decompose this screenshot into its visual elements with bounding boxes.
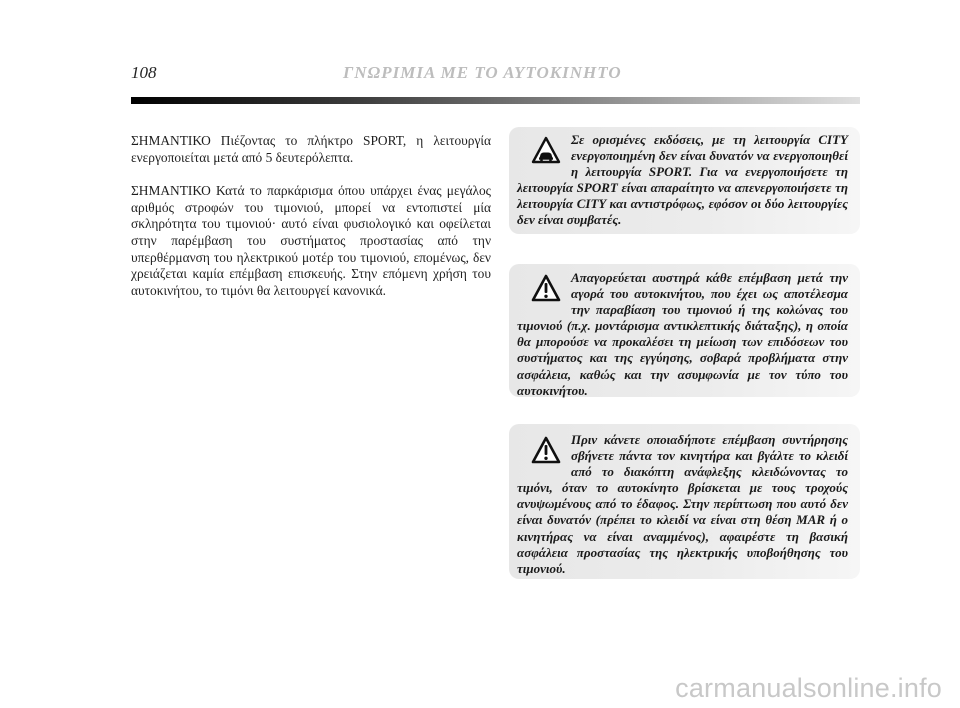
warning-text-maintenance: Πριν κάνετε οποιαδήποτε επέμβαση συντήρησης σβήνετε πάντα τον κινητήρα και βγάλτε το κλειδί από το διακόπτη ανάφλεξης κλειδώνοντας το τιμόνι, όταν το αυτοκίνητο βρίσκεται με τους τροχούς ανυψωμένους από το έδαφος. Στην περίπτωση που αυτό δεν είναι δυνατόν (πρέπει το κλειδί να είναι στη θέση MAR ή ο κινητήρας να είναι αναμμένος), αφαιρέστε τη βασική ασφάλεια προστασίας της ηλεκτρικής υποβοήθησης του τιμονιού.	[517, 432, 848, 576]
warning-triangle-icon	[531, 274, 561, 302]
page-number: 108	[131, 63, 157, 82]
important-note-parking: ΣΗΜΑΝΤΙΚΟ Κατά το παρκάρισμα όπου υπάρχει ένας μεγάλος αριθμός στροφών του τιμονιού, μπορεί να εντοπιστεί μία σκληρότητα του τιμονιού· αυτό είναι φυσιολογικό και οφείλεται στην παρέμβαση του συστήματος προστασίας από την υπερθέρμανση του ηλεκτρικού μοτέρ του τιμονιού, επομένως, δεν χρειάζεται καμία επέμβαση επισκευής. Στην επόμενη χρήση του αυτοκινήτου, το τιμόνι θα λειτουργεί κανονικά.	[131, 183, 491, 298]
note-text-city-sport: Σε ορισμένες εκδόσεις, με τη λειτουργία CITY ενεργοποιημένη δεν είναι δυνατόν να ενεργοποιηθεί η λειτουργία SPORT. Για να ενεργοποιήσετε τη λειτουργία SPORT είναι απαραίτητο να απενεργοποιήσετε τη λειτουργία CITY και αντιστρόφως, εφόσον οι δύο λειτουργίες δεν είναι συμβατές.	[517, 132, 848, 228]
watermark: carmanualsonline.info	[675, 673, 942, 703]
running-title: ΓΝΩΡΙΜΙΑ ΜΕ ΤΟ ΑΥΤΟΚΙΝΗΤΟ	[343, 63, 622, 82]
warning-box-maintenance	[509, 424, 860, 579]
main-text-column	[131, 133, 491, 316]
warning-box-steering-tampering	[509, 264, 860, 397]
important-note-sport: ΣΗΜΑΝΤΙΚΟ Πιέζοντας το πλήκτρο SPORT, η λειτουργία ενεργοποιείται μετά από 5 δευτερόλεπτα.	[131, 133, 491, 165]
warning-triangle-icon	[531, 436, 561, 464]
car-warning-icon	[531, 136, 561, 164]
warning-text-steering-tampering: Απαγορεύεται αυστηρά κάθε επέμβαση μετά την αγορά του αυτοκινήτου, που έχει ως αποτέλεσμα την παραβίαση του τιμονιού ή της κολώνας του τιμονιού (π.χ. μοντάρισμα αντικλεπτικής διάταξης), η οποία θα μπορούσε να προκαλέσει τη μείωση των επιδόσεων του συστήματος και της εγγύησης, σοβαρά προβλήματα στην ασφάλεια, καθώς και την ασυμφωνία με τον τύπο του αυτοκινήτου.	[517, 270, 848, 398]
note-box-city-sport	[509, 127, 860, 234]
header-rule	[131, 97, 860, 104]
